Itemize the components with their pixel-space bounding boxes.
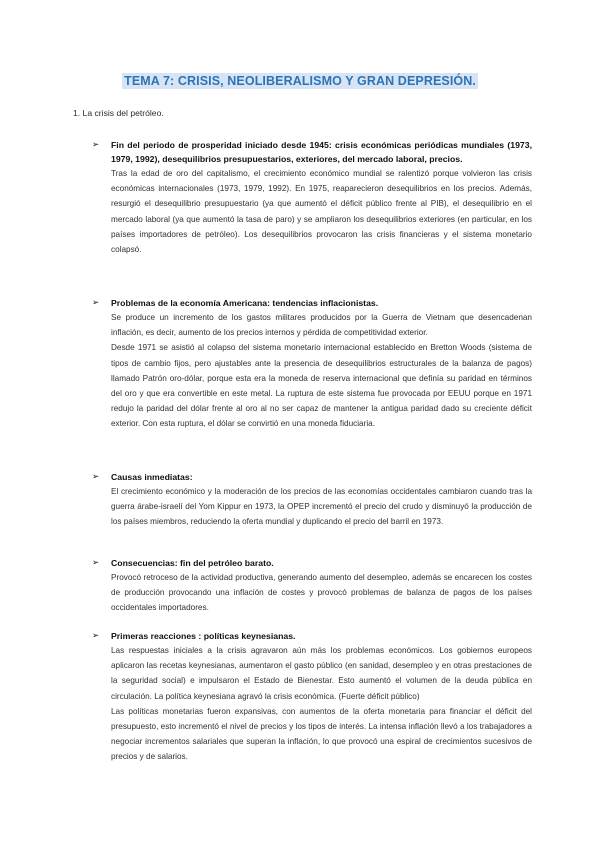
- arrow-bullet-icon: ➢: [92, 557, 100, 567]
- item-paragraph: El crecimiento económico y la moderación de los precios de las economías occidentales cambiaron cuando tras la guerra árabe-israelí del Yom Kippur en 1973, la OPEP incrementó el precio del crudo y disminuyó la producción de los países miembros, reduciendo la oferta mundial y duplicando el precio del barril en 1973.: [111, 487, 532, 527]
- arrow-bullet-icon: ➢: [92, 471, 100, 481]
- item-paragraph: Tras la edad de oro del capitalismo, el crecimiento económico mundial se ralentizó porque volvieron las crisis económicas internacionales (1973, 1979, 1992). En 1975, reaparecieron desequilibrios en los precios. Además, resurgió el desequilibrio presupuestario (ya que aumentó el déficit público frente al PIB), el desequilibrio en el mercado laboral (ya que aumentó la tasa de paro) y se ampliaron los desequilibrios exteriores (en particular, en los países importadores de petróleo). Los desequilibrios provocaron las crisis financieras y el sistema monetario colapsó.: [111, 169, 532, 255]
- arrow-bullet-icon: ➢: [92, 297, 100, 307]
- item-heading: Causas inmediatas:: [111, 472, 193, 482]
- bullet-item: [92, 138, 532, 257]
- item-heading: Consecuencias: fin del petróleo barato.: [111, 558, 274, 568]
- section-heading: 1. La crisis del petróleo.: [73, 108, 164, 118]
- bullet-item: [92, 629, 532, 765]
- item-paragraph: Las políticas monetarias fueron expansivas, con aumentos de la oferta monetaria para financiar el déficit del presupuesto, esto incrementó el nivel de precios y los tipos de interés. La intensa inflación llevó a los trabajadores a negociar incrementos salariales que superan la inflación, lo que provocó una espiral de crecimientos sucesivos de precios y de salarios.: [111, 706, 532, 762]
- arrow-bullet-icon: ➢: [92, 630, 100, 640]
- bullet-heading-row: [92, 296, 532, 310]
- bullet-heading-row: [92, 138, 532, 166]
- bullet-heading-row: [92, 556, 532, 570]
- arrow-bullet-icon: ➢: [92, 139, 100, 149]
- item-paragraph: Provocó retroceso de la actividad productiva, generando aumento del desempleo, además se encarecen los costes de producción provocando una inflación de costes y provocó problemas de balanza de pagos de los países occidentales importadores.: [111, 573, 532, 613]
- bullet-item: [92, 556, 532, 616]
- item-heading: Fin del periodo de prosperidad iniciado desde 1945: crisis económicas periódicas mundiales (1973, 1979, 1992), desequilibrios presupuestarios, exteriores, del mercado laboral, precios.: [111, 140, 532, 164]
- item-heading: Primeras reacciones : políticas keynesianas.: [111, 631, 296, 641]
- bullet-heading-row: [92, 629, 532, 643]
- document-title: TEMA 7: CRISIS, NEOLIBERALISMO Y GRAN DEPRESIÓN.: [124, 74, 476, 88]
- title-container: [0, 72, 600, 90]
- item-paragraph: Desde 1971 se asistió al colapso del sistema monetario internacional establecido en Bretton Woods (sistema de tipos de cambio fijos, pero ajustables ante la presencia de desequilibrios estructurales de la balanza de pagos) llamado Patrón oro-dólar, porque esta era la moneda de reserva internacional que definía su paridad en términos del oro y que era convertible en este metal. La ruptura de este sistema fue provocada por EEUU porque en 1971 redujo la paridad del dólar frente al oro al no ser capaz de mantener la antigua paridad dado su creciente déficit exterior. Con esta ruptura, el dólar se convirtió en una moneda fiduciaria.: [111, 343, 532, 429]
- bullet-item: [92, 296, 532, 432]
- item-paragraph: Las respuestas iniciales a la crisis agravaron aún más los problemas económicos. Los gobiernos europeos aplicaron las recetas keynesianas, aumentaron el gasto público (en sanidad, desempleo y en otras prestaciones de la seguridad social) e impulsaron el Estado de Bienestar. Esto aumentó el volumen de la deuda pública en circulación. La política keynesiana agravó la crisis económica. (Fuerte déficit público): [111, 646, 532, 701]
- item-paragraph: Se produce un incremento de los gastos militares producidos por la Guerra de Vietnam que desencadenan inflación, es decir, aumento de los precios internos y pérdida de competitividad exterior.: [111, 313, 532, 338]
- item-heading: Problemas de la economía Americana: tendencias inflacionistas.: [111, 298, 379, 308]
- bullet-heading-row: [92, 470, 532, 484]
- bullet-item: [92, 470, 532, 530]
